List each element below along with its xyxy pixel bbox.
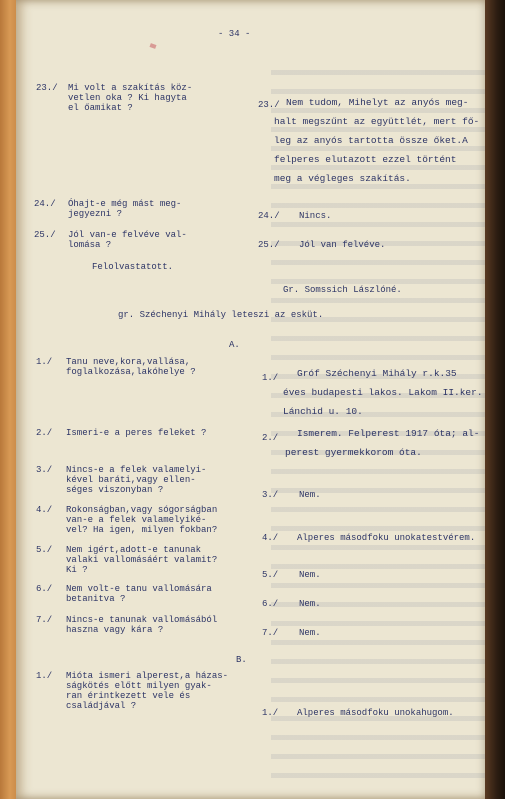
page-number: - 34 - bbox=[218, 29, 251, 39]
question-text: Rokonságban,vagy sógorságban van-e a felek valamelyiké- vel? Ha igen, milyen fokban? bbox=[66, 505, 218, 535]
answer-text: Nem. bbox=[299, 599, 321, 609]
answer-text: Nem. bbox=[299, 490, 321, 500]
question-text: Nem igért,adott-e tanunak valaki vallomásáért valamit? Ki ? bbox=[66, 545, 218, 575]
answer-number: 23./ bbox=[258, 100, 280, 110]
question-text: Mióta ismeri alperest,a házas- ságkötés előtt milyen gyak- ran érintkezett vele és családjával ? bbox=[66, 671, 229, 711]
question-text: Nem volt-e tanu vallomására betanitva ? bbox=[66, 584, 212, 604]
answer-text: Jól van felvéve. bbox=[299, 240, 386, 250]
book-edge bbox=[485, 0, 505, 799]
read-aloud-note: Felolvastatott. bbox=[92, 262, 174, 272]
answer-text: Alperes másodfoku unokahugom. bbox=[297, 708, 454, 718]
answer-text: Nem. bbox=[299, 570, 321, 580]
question-number: 6./ bbox=[36, 584, 53, 594]
question-number: 24./ bbox=[34, 199, 56, 209]
answer-text: Nincs. bbox=[299, 211, 332, 221]
answer-text: Alperes másodfoku unokatestvérem. bbox=[297, 533, 476, 543]
answer-text-continued: perest gyermekkorom óta. bbox=[285, 447, 422, 458]
question-text: Óhajt-e még mást meg- jegyezni ? bbox=[68, 199, 182, 219]
answer-text: Ismerem. Felperest 1917 óta; al- bbox=[297, 428, 480, 439]
answer-number: 3./ bbox=[262, 490, 279, 500]
question-number: 7./ bbox=[36, 615, 53, 625]
section-a-heading: A. bbox=[229, 340, 240, 350]
answer-text-continued: halt megszűnt az együttlét, mert fő- leg az anyós tartotta össze őket.A felperes elutazott ezzel történt meg a végleges szakítás. bbox=[274, 116, 480, 184]
answer-number: 5./ bbox=[262, 570, 279, 580]
question-text: Ismeri-e a peres feleket ? bbox=[66, 428, 207, 438]
question-text: Nincs-e tanunak vallomásából haszna vagy kára ? bbox=[66, 615, 218, 635]
question-text: Mi volt a szakítás köz- vetlen oka ? Ki hagyta el őamikat ? bbox=[68, 83, 193, 113]
answer-text: Gróf Széchenyi Mihály r.k.35 bbox=[297, 368, 457, 379]
answer-number: 2./ bbox=[262, 433, 279, 443]
answer-number: 4./ bbox=[262, 533, 279, 543]
question-number: 25./ bbox=[34, 230, 56, 240]
answer-number: 1./ bbox=[262, 708, 279, 718]
question-number: 3./ bbox=[36, 465, 53, 475]
question-number: 23./ bbox=[36, 83, 58, 93]
question-number: 1./ bbox=[36, 671, 53, 681]
answer-number: 1./ bbox=[262, 373, 279, 383]
answer-number: 7./ bbox=[262, 628, 279, 638]
question-number: 2./ bbox=[36, 428, 53, 438]
answer-number: 25./ bbox=[258, 240, 280, 250]
witness-signature: Gr. Somssich Lászlóné. bbox=[283, 285, 402, 295]
question-number: 4./ bbox=[36, 505, 53, 515]
question-number: 5./ bbox=[36, 545, 53, 555]
oath-statement: gr. Széchenyi Mihály leteszi az esküt. bbox=[118, 310, 324, 320]
answer-text-continued: éves budapesti lakos. Lakom II.ker. Lánchid u. 10. bbox=[283, 387, 483, 417]
question-number: 1./ bbox=[36, 357, 53, 367]
question-text: Tanu neve,kora,vallása, foglalkozása,lakóhelye ? bbox=[66, 357, 196, 377]
question-text: Jól van-e felvéve val- lomása ? bbox=[68, 230, 187, 250]
question-text: Nincs-e a felek valamelyi- kével baráti,vagy ellen- séges viszonyban ? bbox=[66, 465, 207, 495]
answer-number: 6./ bbox=[262, 599, 279, 609]
answer-text: Nem tudom, Mihelyt az anyós meg- bbox=[286, 97, 469, 108]
section-b-heading: B. bbox=[236, 655, 247, 665]
answer-text: Nem. bbox=[299, 628, 321, 638]
answer-number: 24./ bbox=[258, 211, 280, 221]
